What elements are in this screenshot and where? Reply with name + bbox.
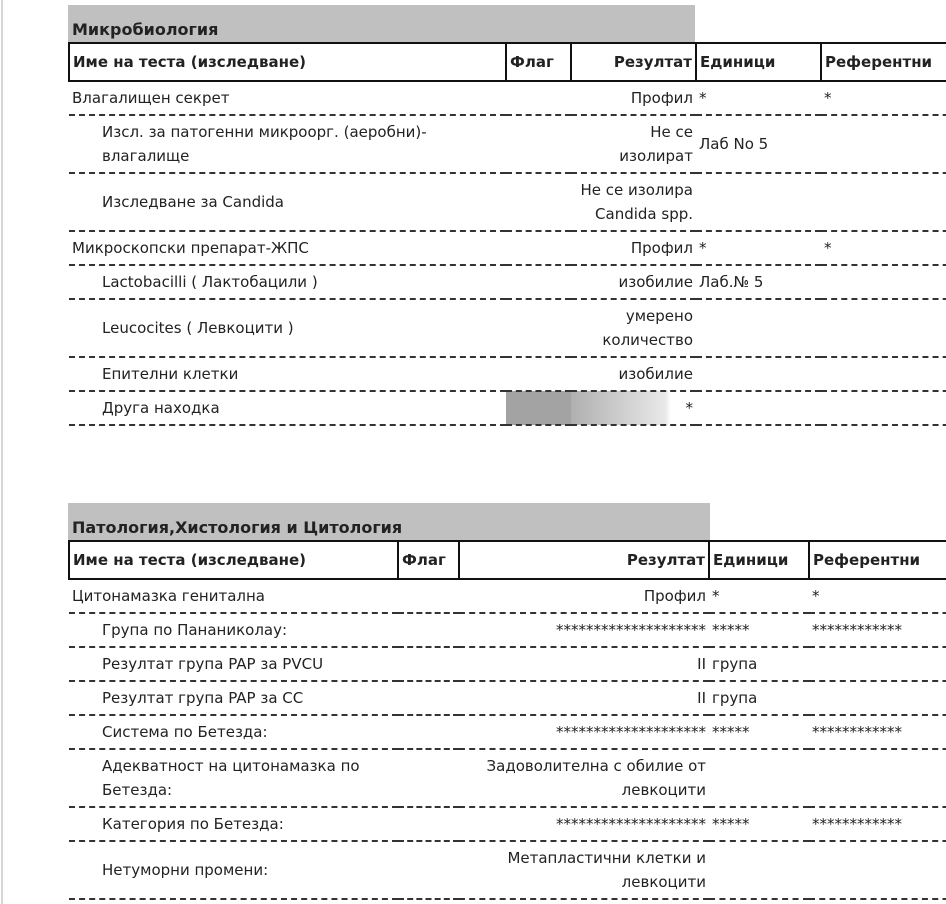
section-title: Микробиология <box>68 5 695 42</box>
table-header-row <box>69 43 946 81</box>
test-name: Епителни клетки <box>69 357 506 391</box>
table-row <box>69 613 946 647</box>
table-row <box>69 647 946 681</box>
table-row <box>69 749 946 807</box>
result-value: ******************** <box>459 613 709 647</box>
flag-cell <box>398 681 459 715</box>
units-value <box>696 299 821 357</box>
result-value: ******************** <box>459 807 709 841</box>
result-value: * <box>571 391 696 425</box>
flag-cell <box>506 265 571 299</box>
reference-value <box>821 265 946 299</box>
reference-value <box>821 115 946 173</box>
reference-value: ************ <box>809 807 946 841</box>
reference-value: * <box>821 231 946 265</box>
result-value: ******************** <box>459 715 709 749</box>
units-value <box>696 173 821 231</box>
flag-cell <box>398 841 459 899</box>
table-row <box>69 299 946 357</box>
flag-cell <box>398 579 459 613</box>
table-row <box>69 357 946 391</box>
col-header-units: Единици <box>696 43 821 81</box>
table-header-row <box>69 541 946 579</box>
col-header-name: Име на теста (изследване) <box>69 541 398 579</box>
flag-cell <box>506 173 571 231</box>
units-value: ***** <box>709 807 809 841</box>
units-value <box>709 749 809 807</box>
reference-value <box>821 357 946 391</box>
result-value: Не се изолират <box>571 115 696 173</box>
test-name: Група по Пананиколау: <box>69 613 398 647</box>
flag-cell <box>398 647 459 681</box>
result-value: Задоволителна с обилие от левкоцити <box>459 749 709 807</box>
test-name: Leucocites ( Левкоцити ) <box>69 299 506 357</box>
flag-cell <box>506 231 571 265</box>
test-name: Резултат група PAP за PVCU <box>69 647 398 681</box>
reference-value <box>821 173 946 231</box>
result-value: II <box>459 647 709 681</box>
table-row <box>69 115 946 173</box>
test-name: Нетуморни промени: <box>69 841 398 899</box>
test-name: Изсл. за патогенни микроорг. (аеробни)-влагалище <box>69 115 506 173</box>
units-value: * <box>696 231 821 265</box>
table-row <box>69 81 946 115</box>
flag-cell <box>506 81 571 115</box>
table-row <box>69 265 946 299</box>
units-value <box>696 391 821 425</box>
table-row <box>69 579 946 613</box>
units-value: * <box>709 579 809 613</box>
reference-value <box>821 299 946 357</box>
table-row <box>69 173 946 231</box>
test-name: Микроскопски препарат-ЖПС <box>69 231 506 265</box>
flag-cell <box>506 391 571 425</box>
table-row <box>69 681 946 715</box>
section-pathology-cytology <box>68 503 946 900</box>
result-value: Профил <box>571 81 696 115</box>
col-header-reference: Референтни <box>809 541 946 579</box>
test-name: Цитонамазка генитална <box>69 579 398 613</box>
results-table <box>68 42 946 426</box>
flag-cell <box>398 807 459 841</box>
table-row <box>69 231 946 265</box>
reference-value <box>809 647 946 681</box>
result-value: Метапластични клетки и левкоцити <box>459 841 709 899</box>
reference-value <box>809 841 946 899</box>
result-value: Не се изолира Candida spp. <box>571 173 696 231</box>
result-value: Профил <box>571 231 696 265</box>
reference-value <box>821 391 946 425</box>
test-name: Система по Бетезда: <box>69 715 398 749</box>
units-value: * <box>696 81 821 115</box>
result-value: изобилие <box>571 357 696 391</box>
col-header-result: Резултат <box>571 43 696 81</box>
units-value: ***** <box>709 613 809 647</box>
section-microbiology <box>68 5 946 426</box>
result-value: II <box>459 681 709 715</box>
reference-value: ************ <box>809 715 946 749</box>
table-row <box>69 715 946 749</box>
test-name: Адекватност на цитонамазка по Бетезда: <box>69 749 398 807</box>
units-value: Лаб No 5 <box>696 115 821 173</box>
col-header-units: Единици <box>709 541 809 579</box>
units-value: Лаб.№ 5 <box>696 265 821 299</box>
reference-value: * <box>821 81 946 115</box>
col-header-name: Име на теста (изследване) <box>69 43 506 81</box>
page-left-border <box>1 0 3 904</box>
col-header-flag: Флаг <box>398 541 459 579</box>
result-value: умерено количество <box>571 299 696 357</box>
result-value: изобилие <box>571 265 696 299</box>
flag-cell <box>506 299 571 357</box>
flag-cell <box>398 749 459 807</box>
flag-cell <box>398 613 459 647</box>
test-name: Влагалищен секрет <box>69 81 506 115</box>
result-value: Профил <box>459 579 709 613</box>
units-value <box>696 357 821 391</box>
units-value: група <box>709 647 809 681</box>
test-name: Резултат група PAP за CC <box>69 681 398 715</box>
col-header-reference: Референтни <box>821 43 946 81</box>
test-name: Lactobacilli ( Лактобацили ) <box>69 265 506 299</box>
test-name: Категория по Бетезда: <box>69 807 398 841</box>
table-row <box>69 391 946 425</box>
reference-value: * <box>809 579 946 613</box>
test-name: Друга находка <box>69 391 506 425</box>
units-value: ***** <box>709 715 809 749</box>
results-table <box>68 540 946 900</box>
units-value <box>709 841 809 899</box>
reference-value: ************ <box>809 613 946 647</box>
flag-cell <box>506 357 571 391</box>
table-row <box>69 841 946 899</box>
flag-cell <box>506 115 571 173</box>
section-title: Патология,Хистология и Цитология <box>68 503 710 540</box>
table-row <box>69 807 946 841</box>
flag-cell <box>398 715 459 749</box>
reference-value <box>809 681 946 715</box>
test-name: Изследване за Candida <box>69 173 506 231</box>
reference-value <box>809 749 946 807</box>
units-value: група <box>709 681 809 715</box>
col-header-flag: Флаг <box>506 43 571 81</box>
col-header-result: Резултат <box>459 541 709 579</box>
